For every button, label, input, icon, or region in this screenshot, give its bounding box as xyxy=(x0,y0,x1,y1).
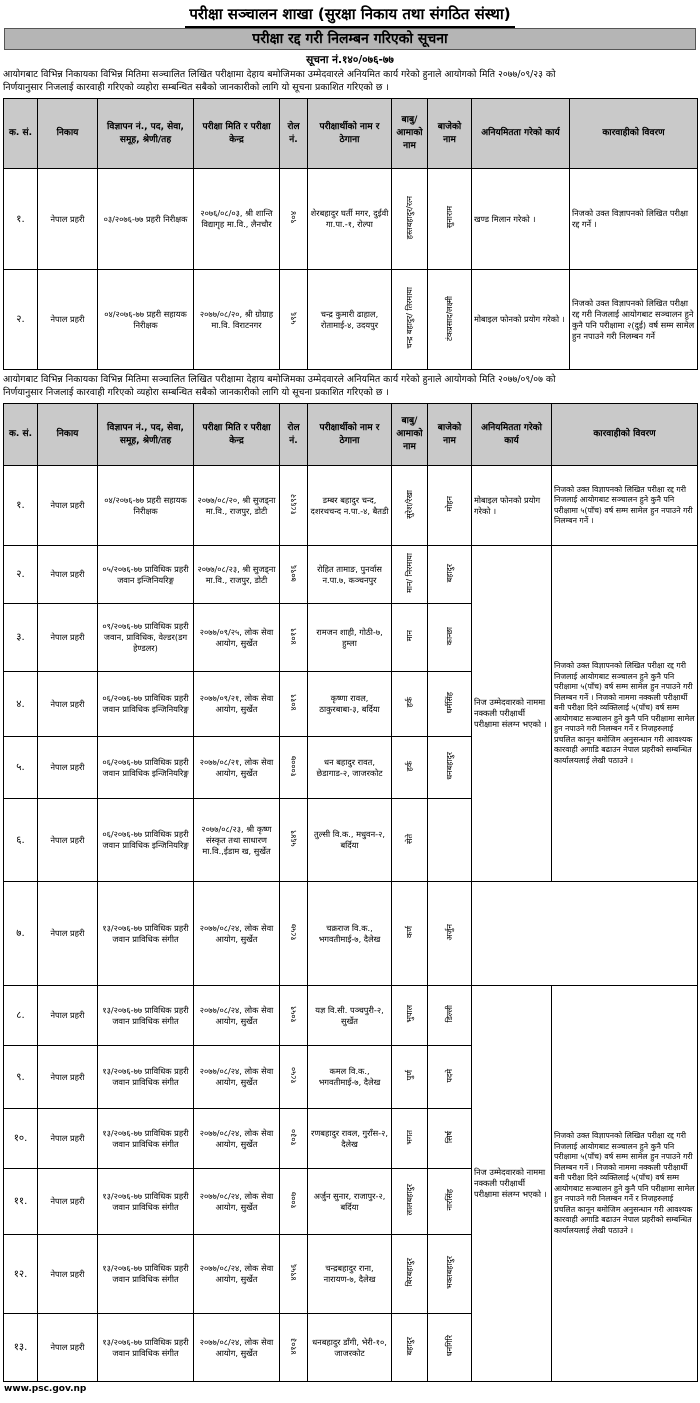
intro-line: निर्णयानुसार निजलाई कारवाही गरिएको व्यहोरा सम्बन्धित सबैको जानकारीको लागि यो सूचना प्रकाशित गरिएको छ । xyxy=(3,82,389,93)
grandparent-name-text: मोहन xyxy=(445,496,454,512)
exam-date-center: २०७७/०८/२४, लोक सेवा आयोग, सुर्खेत xyxy=(194,986,280,1046)
serial-number: २. xyxy=(4,270,38,370)
parent-name-text: भुपाल xyxy=(405,1005,414,1023)
col-header: परीक्षार्थीको नाम र ठेगाना xyxy=(308,99,392,169)
grandparent-name xyxy=(428,1314,472,1382)
grandparent-name-text: अर्जुन xyxy=(445,923,454,941)
advert-number: १३/२०७६-७७ प्राविधिक प्रहरी जवान प्राविधिक संगीत xyxy=(98,1235,194,1314)
candidate-name-address: धनबहादुर डाँगी, भेरी-१०, जाजरकोट xyxy=(308,1314,392,1382)
table-row xyxy=(4,270,698,370)
col-header: रोल नं. xyxy=(280,404,308,466)
advert-number: ०६/२०७६-७७ प्राविधिक प्रहरी जवान प्राविधिक इन्जिनियरिङ्ग xyxy=(98,799,194,882)
candidate-name-address: चन्द्र कुमारी ढाहाल, रोतामाई-४, उदयपुर xyxy=(308,270,392,370)
parent-name-text: बिरबहादुर xyxy=(405,1258,414,1287)
col-header: विज्ञापन नं., पद, सेवा, समूह, श्रेणी/तह xyxy=(98,99,194,169)
col-header: बाबु/ आमाको नाम xyxy=(392,404,428,466)
parent-name-text: कर्ण xyxy=(405,926,414,938)
organization: नेपाल प्रहरी xyxy=(38,1169,98,1235)
parent-name xyxy=(392,169,428,270)
parent-name xyxy=(392,604,428,672)
irregularity: मोबाइल फोनको प्रयोग गरेको । xyxy=(472,466,552,546)
parent-name xyxy=(392,270,428,370)
roll-number-text: १८६९२ xyxy=(289,493,298,515)
grandparent-name xyxy=(428,1046,472,1109)
serial-number: ७. xyxy=(4,882,38,986)
table-row xyxy=(4,169,698,270)
exam-date-center: २०७७/०८/२४, लोक सेवा आयोग, सुर्खेत xyxy=(194,1169,280,1235)
roll-number xyxy=(280,1169,308,1235)
table-header-row xyxy=(4,404,698,466)
parent-name-text: बहादुर xyxy=(405,1336,414,1356)
grandparent-name-text: धर्मसिंह xyxy=(445,691,454,714)
col-header: क. सं. xyxy=(4,99,38,169)
parent-name-text: हस्तबहादुर/रत्न xyxy=(405,195,414,240)
roll-number xyxy=(280,672,308,737)
parent-name-text: सेते xyxy=(405,833,414,844)
table-row xyxy=(4,546,698,604)
serial-number: १०. xyxy=(4,1109,38,1169)
organization: नेपाल प्रहरी xyxy=(38,1046,98,1109)
advert-number: ०९/२०७६-७७ प्राविधिक प्रहरी जवान, प्राविधिक, वेल्डर(डग हेण्डलर) xyxy=(98,604,194,672)
roll-number-text: ५९६ xyxy=(289,311,298,325)
candidate-name-address: कमल वि.क., भगवतीमाई-७, दैलेख xyxy=(308,1046,392,1109)
grandparent-name-text: नारसिंह xyxy=(445,1189,454,1211)
col-header: अनियमितता गरेको कार्य xyxy=(472,99,570,169)
grandparent-name-text: सुनाराम xyxy=(445,206,454,229)
grandparent-name-text: बहादुर xyxy=(445,563,454,583)
candidate-name-address: डम्बर बहादुर चन्द, दशरथचन्द न.पा.-४, बैतडी xyxy=(308,466,392,546)
candidate-name-address: अर्जुन सुनार, राजापुर-२, बर्दिया xyxy=(308,1169,392,1235)
serial-number: १. xyxy=(4,169,38,270)
serial-number: २. xyxy=(4,546,38,604)
parent-name xyxy=(392,1109,428,1169)
parent-name-text: हर्क xyxy=(405,760,414,772)
col-header: बाजेको नाम xyxy=(428,404,472,466)
parent-name xyxy=(392,1169,428,1235)
roll-number-text: १०३० xyxy=(289,1128,298,1146)
grandparent-name xyxy=(428,546,472,604)
advert-number: ०६/२०७६-७७ प्राविधिक प्रहरी जवान प्राविधिक इन्जिनियरिङ्ग xyxy=(98,672,194,737)
candidate-name-address: रणबहादुर रावल, गुराँस-२, दैलेख xyxy=(308,1109,392,1169)
col-header: निकाय xyxy=(38,99,98,169)
exam-date-center: २०७७/०९/२५, लोक सेवा आयोग, सुर्खेत xyxy=(194,604,280,672)
advert-number: ०३/२०७६-७७ प्रहरी निरीक्षक xyxy=(98,169,194,270)
roll-number-text: ४०१९ xyxy=(289,627,298,645)
col-header: निकाय xyxy=(38,404,98,466)
parent-name xyxy=(392,737,428,799)
advert-number: ०४/२०७६-७७ प्रहरी सहायक निरीक्षक xyxy=(98,270,194,370)
candidate-name-address: शेरबहादुर घर्ती मगर, दुईवी गा.पा.-१, रोल्पा xyxy=(308,169,392,270)
intro-paragraph-2 xyxy=(3,373,697,399)
parent-name-text: चन्द्र बहादुर/ तिरमाया xyxy=(405,287,414,349)
parent-name xyxy=(392,546,428,604)
roll-number-text: ४९५६ xyxy=(289,1264,298,1281)
exam-date-center: २०७७/०८/२४, लोक सेवा आयोग, सुर्खेत xyxy=(194,1235,280,1314)
action-details: निजको उक्त विज्ञापनको लिखित परीक्षा रद्द गरी निजलाई आयोगबाट सञ्चालन हुने कुनै पनि परीक्षामा ५(पाँच) वर्ष सम्म सामेल हुन नपाउने गरी निलम्बन गर्ने । निजको नाममा नक्कली परीक्षार्थी बनी परीक्षा दिने व्यक्तिलाई ५(पाँच) वर्ष सम्म आयोगबाट सञ्चालन हुने कुनै पनि परीक्षामा सामेल हुन नपाउने गरी निलम्बन गर्ने र निजहरुलाई प्रचलित कानून बमोजिम अनुसन्धान गरी आवश्यक कारवाही अगाडि बढाउन नेपाल प्रहरीको सम्बन्धित कार्यालयलाई लेखी पठाउने । xyxy=(552,986,698,1382)
exam-date-center: २०७७/०८/२४, लोक सेवा आयोग, सुर्खेत xyxy=(194,1314,280,1382)
roll-number xyxy=(280,1235,308,1314)
roll-number-text: १०५९ xyxy=(289,1005,298,1023)
organization: नेपाल प्रहरी xyxy=(38,466,98,546)
table-2 xyxy=(3,403,698,1382)
advert-number: १३/२०७६-७७ प्राविधिक प्रहरी जवान प्राविधिक संगीत xyxy=(98,1169,194,1235)
organization: नेपाल प्रहरी xyxy=(38,737,98,799)
organization: नेपाल प्रहरी xyxy=(38,882,98,986)
grandparent-name xyxy=(428,986,472,1046)
roll-number xyxy=(280,799,308,882)
parent-name xyxy=(392,799,428,882)
organization: नेपाल प्रहरी xyxy=(38,169,98,270)
roll-number-text: १८५७ xyxy=(289,923,298,941)
intro-line: आयोगबाट विभिन्न निकायका विभिन्न मितिमा सञ्चालित लिखित परीक्षामा देहाय बमोजिमका उम्मेदवारले अनियमित कार्य गरेको हुनाले आयोगको मिति २०७७/०९/२३ को xyxy=(3,69,556,80)
col-header: परीक्षा मिति र परीक्षा केन्द्र xyxy=(194,404,280,466)
grandparent-name-text: सिर्ष xyxy=(445,1130,454,1144)
table-row xyxy=(4,986,698,1046)
exam-date-center: २०७७/०८/२३, श्री सुजड्ना मा.वि., राजपुर, डोटी xyxy=(194,546,280,604)
parent-name-text: पुर्ण xyxy=(405,1070,414,1081)
grandparent-name-text: धनबहादुर xyxy=(445,752,454,780)
col-header: बाबु/ आमाको नाम xyxy=(392,99,428,169)
serial-number: १२. xyxy=(4,1235,38,1314)
notice-number: सूचना नं.१४०/०७६-७७ xyxy=(306,54,394,66)
col-header: अनियमितता गरेको कार्य xyxy=(472,404,552,466)
organization: नेपाल प्रहरी xyxy=(38,986,98,1046)
col-header: बाजेको नाम xyxy=(428,99,472,169)
intro-line: आयोगबाट विभिन्न निकायका विभिन्न मितिमा सञ्चालित लिखित परीक्षामा देहाय बमोजिमका उम्मेदवारले अनियमित कार्य गरेको हुनाले आयोगको मिति २०७७/०९/०७ को xyxy=(3,374,556,385)
parent-name-text: मान xyxy=(405,630,414,642)
section-title: परीक्षा सञ्चालन शाखा (सुरक्षा निकाय तथा संगठित संस्था) xyxy=(0,2,700,26)
serial-number: ६. xyxy=(4,799,38,882)
grandparent-name xyxy=(428,466,472,546)
irregularity: निज उम्मेदवारको नाममा नक्कली परीक्षार्थी परीक्षामा संलग्न भएको । xyxy=(472,986,552,1382)
exam-date-center: २०७७/०८/२४, लोक सेवा आयोग, सुर्खेत xyxy=(194,882,280,986)
irregularity: मोबाइल फोनको प्रयोग गरेको । xyxy=(472,270,570,370)
grandparent-name-text: धनगिरि xyxy=(445,1335,454,1357)
roll-number xyxy=(280,1046,308,1109)
action-details: निजको उक्त विज्ञापनको लिखित परीक्षा रद्द गर्ने । xyxy=(570,169,698,270)
table-row xyxy=(4,466,698,546)
organization: नेपाल प्रहरी xyxy=(38,672,98,737)
grandparent-name xyxy=(428,1109,472,1169)
notice-title: परीक्षा रद्द गरी निलम्बन गरिएको सूचना xyxy=(4,28,696,50)
candidate-name-address: तुल्सी वि.क., मधुवन-२, बर्दिया xyxy=(308,799,392,882)
organization: नेपाल प्रहरी xyxy=(38,1235,98,1314)
roll-number xyxy=(280,1314,308,1382)
website-link[interactable]: www.psc.gov.np xyxy=(4,1384,87,1394)
candidate-name-address: चन्द्रबहादुर राना, नारायण-७, दैलेख xyxy=(308,1235,392,1314)
serial-number: ३. xyxy=(4,604,38,672)
grandparent-name-text: पदमे xyxy=(445,1068,454,1083)
exam-date-center: २०७७/०८/२०, श्री ग्रोग्राह मा.वि. विराटनगर xyxy=(194,270,280,370)
parent-name-text: लालबहादुर xyxy=(405,1184,414,1216)
roll-number-text: १८५० xyxy=(289,1067,298,1084)
col-header: कारवाहीको विवरण xyxy=(570,99,698,169)
col-header: कारवाहीको विवरण xyxy=(552,404,698,466)
grandparent-name xyxy=(428,1169,472,1235)
parent-name xyxy=(392,1314,428,1382)
roll-number xyxy=(280,986,308,1046)
roll-number-text: १००७ xyxy=(289,1191,298,1209)
serial-number: १. xyxy=(4,466,38,546)
grandparent-name-text: टंकप्रसाद/लक्ष्मी xyxy=(445,295,454,341)
roll-number xyxy=(280,737,308,799)
advert-number: १३/२०७६-७७ प्राविधिक प्रहरी जवान प्राविधिक संगीत xyxy=(98,1314,194,1382)
exam-date-center: २०७७/०८/२३, श्री कृष्ण संस्कृत तथा साधारण मा.वि.,ईडाम ख, सुर्खेत xyxy=(194,799,280,882)
parent-name-text: भगत xyxy=(405,1129,414,1145)
roll-number-text: ५६४९ xyxy=(289,830,298,847)
organization: नेपाल प्रहरी xyxy=(38,799,98,882)
organization: नेपाल प्रहरी xyxy=(38,1109,98,1169)
parent-name-text: सुरेश/रेखा xyxy=(405,489,414,519)
organization: नेपाल प्रहरी xyxy=(38,1314,98,1382)
serial-number: ११. xyxy=(4,1169,38,1235)
advert-number: ०६/२०७६-७७ प्राविधिक प्रहरी जवान प्राविधिक इन्जिनियरिङ्ग xyxy=(98,737,194,799)
exam-date-center: २०७७/०८/२१, लोक सेवा आयोग, सुर्खेत xyxy=(194,737,280,799)
exam-date-center: २०७७/०८/२०, श्री सुजड्ना मा.वि., राजपुर, डोटी xyxy=(194,466,280,546)
candidate-name-address: धन बहादुर रावत, छेडागाड-२, जाजरकोट xyxy=(308,737,392,799)
roll-number-text: ४०१९ xyxy=(289,694,298,711)
grandparent-name xyxy=(428,672,472,737)
intro-paragraph-1 xyxy=(3,68,697,94)
exam-date-center: २०७७/०८/२४, लोक सेवा आयोग, सुर्खेत xyxy=(194,1109,280,1169)
parent-name xyxy=(392,1235,428,1314)
irregularity: निज उम्मेदवारको नाममा नक्कली परीक्षार्थी परीक्षामा संलग्न भएको । xyxy=(472,546,552,882)
roll-number xyxy=(280,604,308,672)
roll-number xyxy=(280,882,308,986)
parent-name-text: मान/ निरमाया xyxy=(405,553,414,593)
grandparent-name xyxy=(428,737,472,799)
grandparent-name xyxy=(428,882,472,986)
advert-number: १३/२०७६-७७ प्राविधिक प्रहरी जवान प्राविधिक संगीत xyxy=(98,986,194,1046)
exam-date-center: २०७७/०८/२४, लोक सेवा आयोग, सुर्खेत xyxy=(194,1046,280,1109)
irregularity: खण्ड मिलान गरेको । xyxy=(472,169,570,270)
exam-date-center: २०७६/०८/०३, श्री शान्ति विद्यागृह मा.वि., लैनचौर xyxy=(194,169,280,270)
parent-name xyxy=(392,986,428,1046)
grandparent-name xyxy=(428,169,472,270)
col-header: परीक्षार्थीको नाम र ठेगाना xyxy=(308,404,392,466)
advert-number: १३/२०७६-७७ प्राविधिक प्रहरी जवान प्राविधिक संगीत xyxy=(98,1046,194,1109)
action-details: निजको उक्त विज्ञापनको लिखित परीक्षा रद्द गरी निजलाई आयोगबाट सञ्चालन हुने कुनै पनि परीक्षामा ५(पाँच) वर्ष सम्म सामेल हुन नपाउने गरी निलम्बन गर्ने । xyxy=(552,466,698,546)
roll-number-text: ४१०३ xyxy=(289,1337,298,1355)
advert-number: १३/२०७६-७७ प्राविधिक प्रहरी जवान प्राविधिक संगीत xyxy=(98,1109,194,1169)
parent-name xyxy=(392,466,428,546)
roll-number xyxy=(280,270,308,370)
grandparent-name-text: कान्छा xyxy=(445,626,454,646)
col-header: परीक्षा मिति र परीक्षा केन्द्र xyxy=(194,99,280,169)
roll-number-text: ९०४ xyxy=(289,211,298,224)
parent-name xyxy=(392,1046,428,1109)
organization: नेपाल प्रहरी xyxy=(38,270,98,370)
serial-number: ८. xyxy=(4,986,38,1046)
grandparent-name xyxy=(428,604,472,672)
col-header: विज्ञापन नं., पद, सेवा, समूह, श्रेणी/तह xyxy=(98,404,194,466)
roll-number-text: ७०९६ xyxy=(289,564,298,582)
grandparent-name xyxy=(428,1235,472,1314)
advert-number: १३/२०७६-७७ प्राविधिक प्रहरी जवान प्राविधिक संगीत xyxy=(98,882,194,986)
table-header-row xyxy=(4,99,698,169)
grandparent-name xyxy=(428,799,472,882)
organization: नेपाल प्रहरी xyxy=(38,604,98,672)
parent-name xyxy=(392,672,428,737)
grandparent-name xyxy=(428,270,472,370)
action-details: निजको उक्त विज्ञापनको लिखित परीक्षा रद्द गरी निजलाई आयोगबाट सञ्चालन हुने कुनै पनि परीक्षामा ५(पाँच) वर्ष सम्म सामेल हुन नपाउने गरी निलम्बन गर्ने । निजको नाममा नक्कली परीक्षार्थी बनी परीक्षा दिने व्यक्तिलाई ५(पाँच) वर्ष सम्म आयोगबाट सञ्चालन हुने कुनै पनि परीक्षामा सामेल हुन नपाउने गरी निलम्बन गर्ने र निजहरुलाई प्रचलित कानून बमोजिम अनुसन्धान गरी आवश्यक कारवाही अगाडि बढाउन नेपाल प्रहरीको सम्बन्धित कार्यालयलाई लेखी पठाउने । xyxy=(552,546,698,882)
candidate-name-address: रामजन शाही, गोठी-७, हुम्ला xyxy=(308,604,392,672)
candidate-name-address: कृष्णा रावल, ठाकुरबाबा-३, बर्दिया xyxy=(308,672,392,737)
candidate-name-address: यज्ञ वि.सी. पञ्चपुरी-२, सुर्खेत xyxy=(308,986,392,1046)
table-row xyxy=(4,882,698,986)
candidate-name-address: रोहित तामाङ, पुनर्वास न.पा.७, कञ्चनपुर xyxy=(308,546,392,604)
parent-name xyxy=(392,882,428,986)
exam-date-center: २०७७/०९/२१, लोक सेवा आयोग, सुर्खेत xyxy=(194,672,280,737)
roll-number xyxy=(280,169,308,270)
organization: नेपाल प्रहरी xyxy=(38,546,98,604)
serial-number: १३. xyxy=(4,1314,38,1382)
action-details: निजको उक्त विज्ञापनको लिखित परीक्षा रद्द गरी निजलाई आयोगबाट सञ्चालन हुने कुनै पनि परीक्षामा २(दुई) वर्ष सम्म सामेल हुन नपाउने गरी निलम्बन गर्ने xyxy=(570,270,698,370)
serial-number: ५. xyxy=(4,737,38,799)
candidate-name-address: चक्रराज वि.क., भगवतीमाई-७, दैलेख xyxy=(308,882,392,986)
roll-number xyxy=(280,546,308,604)
table-1 xyxy=(3,98,698,370)
grandparent-name-text: डिल्ली xyxy=(445,1005,454,1023)
roll-number-text: १०००७ xyxy=(289,755,298,777)
col-header: क. सं. xyxy=(4,404,38,466)
serial-number: ९. xyxy=(4,1046,38,1109)
table-2-body xyxy=(4,466,698,1382)
intro-line: निर्णयानुसार निजलाई कारवाही गरिएको व्यहोरा सम्बन्धित सबैको जानकारीको लागि यो सूचना प्रकाशित गरिएको छ । xyxy=(3,387,389,398)
advert-number: ०५/२०७६-७७ प्राविधिक प्रहरी जवान इन्जिनियरिङ्ग xyxy=(98,546,194,604)
roll-number xyxy=(280,466,308,546)
serial-number: ४. xyxy=(4,672,38,737)
roll-number xyxy=(280,1109,308,1169)
grandparent-name-text: भक्तबहादुर xyxy=(445,1256,454,1289)
col-header: रोल नं. xyxy=(280,99,308,169)
parent-name-text: हर्क xyxy=(405,697,414,708)
advert-number: ०४/२०७६-७७ प्रहरी सहायक निरीक्षक xyxy=(98,466,194,546)
